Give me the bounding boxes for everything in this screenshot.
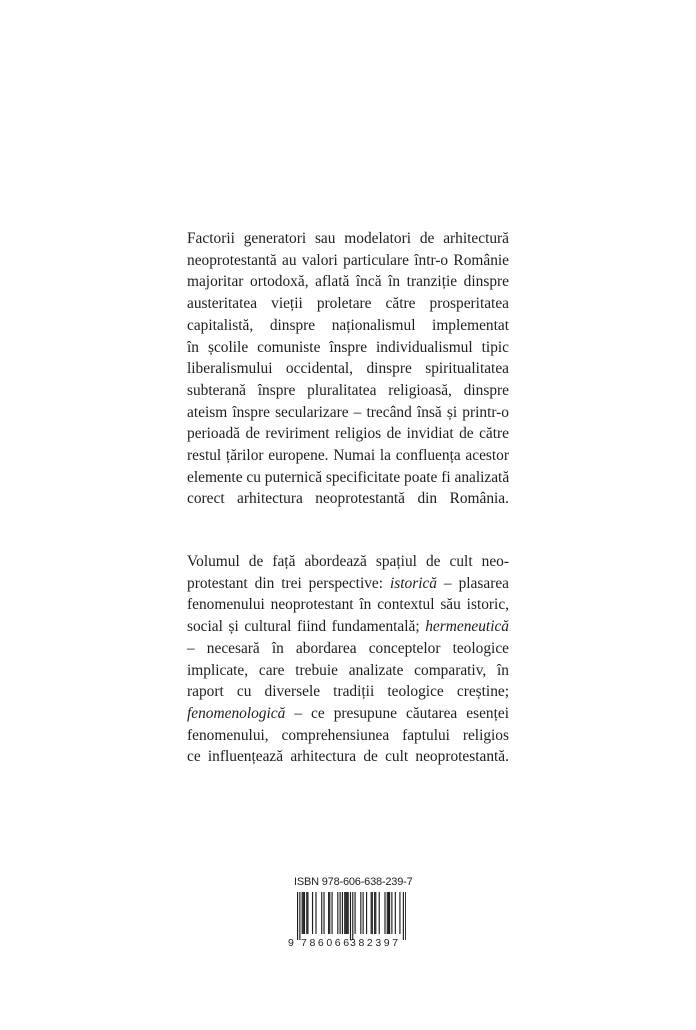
text-line: ce influențează arhitectura de cult neoprotestantă.: [187, 748, 509, 766]
barcode-bar: [306, 892, 307, 934]
text-line: perioadă de reviriment religios de invidiat de către: [187, 425, 509, 443]
barcode-bar: [303, 892, 304, 934]
barcode-bar: [329, 892, 330, 934]
barcode-bar: [399, 892, 400, 934]
emphasis-historical: istorică: [389, 574, 437, 592]
barcode-bar: [337, 892, 338, 934]
barcode-bar: [321, 892, 322, 934]
barcode-bar: [345, 892, 346, 934]
text-line: elemente cu puternică specificitate poate fi analizată: [187, 468, 510, 486]
barcode-bar: [360, 892, 361, 934]
text-line: implicate, care trebuie analizate comparativ, în: [187, 661, 509, 679]
barcode-bar: [312, 892, 313, 934]
text-line: fenomenului, comprehensiunea faptului religios: [187, 726, 509, 744]
barcode-image: [288, 892, 406, 942]
emphasis-hermeneutic: hermeneutică: [425, 618, 509, 636]
text-segment: – plasarea: [437, 574, 509, 592]
text-line: [187, 573, 509, 595]
text-segment: social și cultural fiind fundamentală;: [187, 618, 426, 636]
barcode-bar: [299, 892, 300, 940]
text-line: capitalistă, dinspre naționalismul implementat: [187, 316, 509, 334]
text-line: raport cu diversele tradiții teologice creștine;: [187, 683, 509, 701]
barcode-bar: [304, 892, 305, 934]
text-line: fenomenului neoprotestant în contextul său istoric,: [187, 596, 509, 614]
text-line: liberalismului occidental, dinspre spiritualitatea: [187, 360, 509, 378]
barcode-bar: [352, 892, 353, 940]
description-paragraph-2: [187, 551, 509, 768]
barcode-bar: [375, 892, 376, 934]
barcode-bar: [302, 892, 303, 934]
barcode-bar: [344, 892, 345, 934]
text-line: neoprotestantă au valori particulare într-o Românie: [187, 251, 509, 269]
barcode-bar: [323, 892, 324, 934]
barcode-bar: [384, 892, 385, 934]
text-line: corect arhitectura neoprotestantă din România.: [187, 490, 509, 508]
text-line: austeritatea vieții proletare către prosperitatea: [187, 295, 509, 313]
barcode-bar: [297, 892, 298, 940]
isbn-barcode-block: [288, 876, 413, 956]
text-line: majoritar ortodoxă, aflată încă în tranziție dinspre: [187, 273, 509, 291]
barcode-bars: [297, 892, 406, 940]
barcode-bar: [346, 892, 347, 934]
text-segment: protestant din trei perspective:: [187, 574, 390, 592]
barcode-bar: [328, 892, 329, 934]
barcode-bar: [342, 892, 343, 934]
barcode-bar: [374, 892, 375, 934]
text-line: Factorii generatori sau modelatori de arhitectură: [187, 230, 509, 247]
text-line: restul țărilor europene. Numai la confluența acestor: [187, 447, 509, 465]
barcode-bar: [405, 892, 406, 940]
barcode-bar: [348, 892, 349, 934]
barcode-bar: [363, 892, 364, 934]
barcode-bar: [340, 892, 341, 934]
text-line: [187, 703, 509, 725]
barcode-bar: [307, 892, 308, 934]
text-line: – necesară în abordarea conceptelor teologice: [187, 639, 509, 657]
barcode-bar: [387, 892, 388, 934]
barcode-bar: [389, 892, 390, 934]
barcode-bar: [403, 892, 404, 940]
text-line: Volumul de față abordează spațiul de cult neo-: [187, 553, 509, 570]
barcode-bar: [350, 892, 351, 940]
text-line: [187, 616, 509, 638]
emphasis-phenomenological: fenomenologică: [187, 704, 286, 722]
barcode-digits-right: 382397: [350, 937, 401, 949]
barcode-bar: [315, 892, 316, 934]
text-line: ateism înspre secularizare – trecând însă și printr-o: [187, 403, 509, 421]
barcode-bar: [355, 892, 356, 934]
text-segment: – ce presupune căutarea esenței: [285, 704, 509, 722]
barcode-bar: [332, 892, 333, 934]
barcode-bar: [379, 892, 380, 934]
barcode-bar: [391, 892, 392, 934]
barcode-bar: [388, 892, 389, 934]
isbn-label: ISBN 978-606-638-239-7: [294, 876, 413, 888]
text-line: în școlile comuniste înspre individualismul tipic: [187, 338, 509, 356]
barcode-bar: [371, 892, 372, 934]
text-line: subterană înspre pluralitatea religioasă, dinspre: [187, 381, 509, 399]
barcode-bar: [372, 892, 373, 934]
barcode-bar: [366, 892, 367, 934]
barcode-digit-lead: 9: [288, 937, 297, 949]
barcode-digits-left: 786066: [301, 937, 352, 949]
barcode-bar: [395, 892, 396, 934]
description-paragraph-1: [187, 228, 509, 510]
